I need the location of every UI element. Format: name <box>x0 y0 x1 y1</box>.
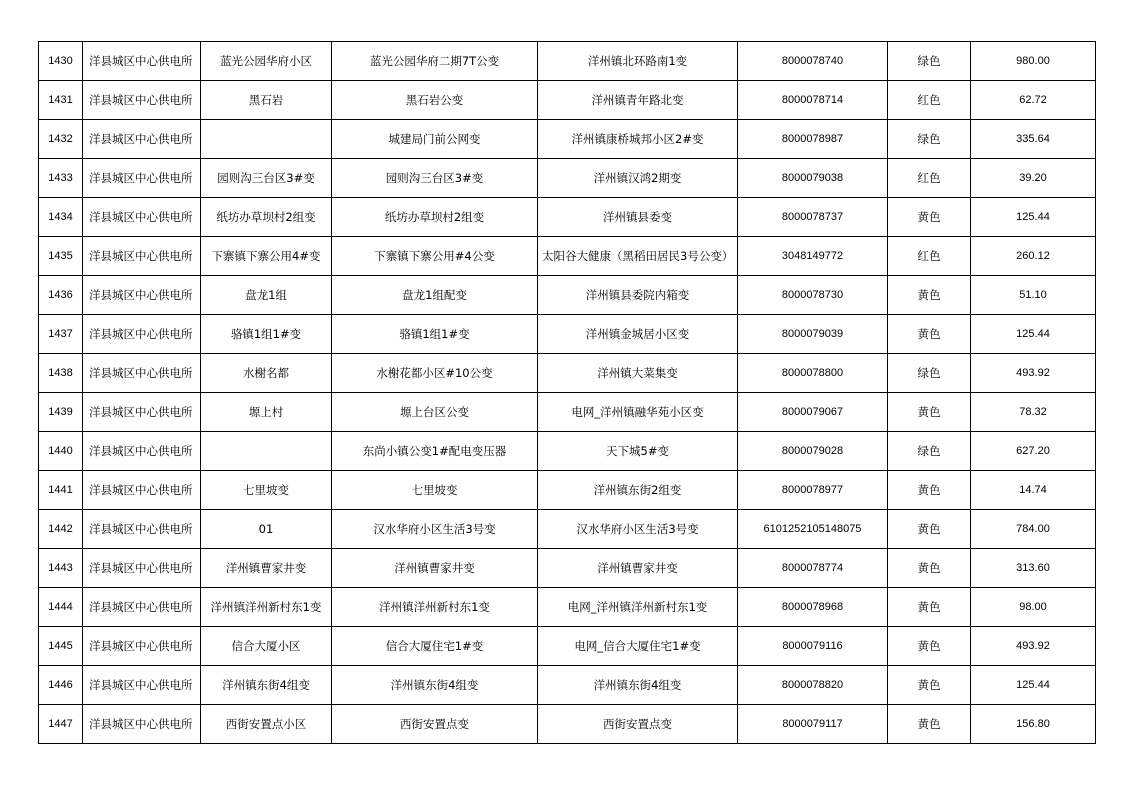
account-number-cell: 8000079038 <box>738 159 888 198</box>
supply-unit-cell: 洋县城区中心供电所 <box>83 198 201 237</box>
line-name-cell: 洋州镇东街2组变 <box>538 471 738 510</box>
table-row <box>39 276 1096 315</box>
transformer-station-cell: 信合大厦住宅1#变 <box>332 627 538 666</box>
account-number-cell: 8000078740 <box>738 42 888 81</box>
transformer-station-cell: 骆镇1组1#变 <box>332 315 538 354</box>
transformer-station-cell: 洋州镇曹家井变 <box>332 549 538 588</box>
transformer-station-cell: 纸坊办草坝村2组变 <box>332 198 538 237</box>
level-cell: 黄色 <box>888 315 971 354</box>
line-name-cell: 洋州镇青年路北变 <box>538 81 738 120</box>
transformer-station-cell: 黑石岩公变 <box>332 81 538 120</box>
row-number-cell: 1442 <box>39 510 83 549</box>
supply-unit-cell: 洋县城区中心供电所 <box>83 276 201 315</box>
row-number-cell: 1438 <box>39 354 83 393</box>
community-cell: 洋州镇曹家井变 <box>201 549 332 588</box>
row-number-cell: 1441 <box>39 471 83 510</box>
supply-unit-cell: 洋县城区中心供电所 <box>83 588 201 627</box>
level-cell: 黄色 <box>888 588 971 627</box>
line-name-cell: 洋州镇康桥城邦小区2#变 <box>538 120 738 159</box>
amount-cell: 156.80 <box>971 705 1096 744</box>
amount-cell: 62.72 <box>971 81 1096 120</box>
data-sheet <box>38 41 1096 744</box>
table-row <box>39 81 1096 120</box>
row-number-cell: 1444 <box>39 588 83 627</box>
community-cell <box>201 432 332 471</box>
table-row <box>39 549 1096 588</box>
transformer-station-cell: 汉水华府小区生活3号变 <box>332 510 538 549</box>
table-row <box>39 471 1096 510</box>
line-name-cell: 洋州镇曹家井变 <box>538 549 738 588</box>
amount-cell: 51.10 <box>971 276 1096 315</box>
supply-unit-cell: 洋县城区中心供电所 <box>83 471 201 510</box>
community-cell <box>201 120 332 159</box>
row-number-cell: 1434 <box>39 198 83 237</box>
table-row <box>39 315 1096 354</box>
level-cell: 黄色 <box>888 510 971 549</box>
row-number-cell: 1437 <box>39 315 83 354</box>
community-cell: 洋州镇洋州新村东1变 <box>201 588 332 627</box>
account-number-cell: 8000078800 <box>738 354 888 393</box>
line-name-cell: 太阳谷大健康（黑稻田居民3号公变） <box>538 237 738 276</box>
level-cell: 黄色 <box>888 471 971 510</box>
transformer-station-cell: 西街安置点变 <box>332 705 538 744</box>
line-name-cell: 电网_洋州镇洋州新村东1变 <box>538 588 738 627</box>
amount-cell: 260.12 <box>971 237 1096 276</box>
row-number-cell: 1445 <box>39 627 83 666</box>
level-cell: 黄色 <box>888 705 971 744</box>
amount-cell: 14.74 <box>971 471 1096 510</box>
amount-cell: 335.64 <box>971 120 1096 159</box>
supply-unit-cell: 洋县城区中心供电所 <box>83 393 201 432</box>
supply-unit-cell: 洋县城区中心供电所 <box>83 666 201 705</box>
line-name-cell: 电网_洋州镇融华苑小区变 <box>538 393 738 432</box>
amount-cell: 39.20 <box>971 159 1096 198</box>
transformer-station-cell: 洋州镇东街4组变 <box>332 666 538 705</box>
amount-cell: 627.20 <box>971 432 1096 471</box>
transformer-station-cell: 蓝光公园华府二期7T公变 <box>332 42 538 81</box>
supply-unit-cell: 洋县城区中心供电所 <box>83 42 201 81</box>
line-name-cell: 洋州镇金城居小区变 <box>538 315 738 354</box>
account-number-cell: 8000079116 <box>738 627 888 666</box>
supply-unit-cell: 洋县城区中心供电所 <box>83 315 201 354</box>
table-row <box>39 354 1096 393</box>
table-row <box>39 705 1096 744</box>
account-number-cell: 8000079028 <box>738 432 888 471</box>
community-cell: 骆镇1组1#变 <box>201 315 332 354</box>
transformer-station-cell: 园则沟三台区3#变 <box>332 159 538 198</box>
account-number-cell: 8000078968 <box>738 588 888 627</box>
level-cell: 红色 <box>888 237 971 276</box>
amount-cell: 78.32 <box>971 393 1096 432</box>
amount-cell: 493.92 <box>971 627 1096 666</box>
table-row <box>39 393 1096 432</box>
table-row <box>39 432 1096 471</box>
line-name-cell: 洋州镇大菜集变 <box>538 354 738 393</box>
supply-unit-cell: 洋县城区中心供电所 <box>83 159 201 198</box>
account-number-cell: 8000078730 <box>738 276 888 315</box>
line-name-cell: 电网_信合大厦住宅1#变 <box>538 627 738 666</box>
table-row <box>39 42 1096 81</box>
transformer-station-cell: 下寨镇下寨公用#4公变 <box>332 237 538 276</box>
supply-unit-cell: 洋县城区中心供电所 <box>83 432 201 471</box>
table-row <box>39 510 1096 549</box>
row-number-cell: 1431 <box>39 81 83 120</box>
community-cell: 盘龙1组 <box>201 276 332 315</box>
amount-cell: 313.60 <box>971 549 1096 588</box>
line-name-cell: 洋州镇北环路南1变 <box>538 42 738 81</box>
transformer-station-cell: 东尚小镇公变1#配电变压器 <box>332 432 538 471</box>
transformer-station-cell: 盘龙1组配变 <box>332 276 538 315</box>
community-cell: 园则沟三台区3#变 <box>201 159 332 198</box>
row-number-cell: 1436 <box>39 276 83 315</box>
community-cell: 塬上村 <box>201 393 332 432</box>
community-cell: 黑石岩 <box>201 81 332 120</box>
account-number-cell: 8000078987 <box>738 120 888 159</box>
community-cell: 洋州镇东街4组变 <box>201 666 332 705</box>
community-cell: 下寨镇下寨公用4#变 <box>201 237 332 276</box>
row-number-cell: 1430 <box>39 42 83 81</box>
amount-cell: 784.00 <box>971 510 1096 549</box>
account-number-cell: 8000078977 <box>738 471 888 510</box>
line-name-cell: 洋州镇东街4组变 <box>538 666 738 705</box>
account-number-cell: 8000079039 <box>738 315 888 354</box>
level-cell: 黄色 <box>888 666 971 705</box>
table-row <box>39 588 1096 627</box>
account-number-cell: 8000078737 <box>738 198 888 237</box>
supply-unit-cell: 洋县城区中心供电所 <box>83 627 201 666</box>
table-row <box>39 159 1096 198</box>
community-cell: 水榭名都 <box>201 354 332 393</box>
supply-unit-cell: 洋县城区中心供电所 <box>83 549 201 588</box>
table-row <box>39 120 1096 159</box>
community-cell: 七里坡变 <box>201 471 332 510</box>
level-cell: 黄色 <box>888 549 971 588</box>
community-cell: 蓝光公园华府小区 <box>201 42 332 81</box>
amount-cell: 980.00 <box>971 42 1096 81</box>
level-cell: 黄色 <box>888 198 971 237</box>
amount-cell: 125.44 <box>971 198 1096 237</box>
amount-cell: 125.44 <box>971 666 1096 705</box>
account-number-cell: 8000079067 <box>738 393 888 432</box>
supply-unit-cell: 洋县城区中心供电所 <box>83 237 201 276</box>
supply-unit-cell: 洋县城区中心供电所 <box>83 81 201 120</box>
amount-cell: 98.00 <box>971 588 1096 627</box>
transformer-station-cell: 城建局门前公网变 <box>332 120 538 159</box>
transformer-station-cell: 水榭花都小区#10公变 <box>332 354 538 393</box>
supply-unit-cell: 洋县城区中心供电所 <box>83 705 201 744</box>
row-number-cell: 1440 <box>39 432 83 471</box>
account-number-cell: 8000078714 <box>738 81 888 120</box>
table-row <box>39 666 1096 705</box>
row-number-cell: 1443 <box>39 549 83 588</box>
row-number-cell: 1447 <box>39 705 83 744</box>
supply-unit-cell: 洋县城区中心供电所 <box>83 354 201 393</box>
level-cell: 黄色 <box>888 627 971 666</box>
row-number-cell: 1435 <box>39 237 83 276</box>
level-cell: 绿色 <box>888 42 971 81</box>
account-number-cell: 8000078820 <box>738 666 888 705</box>
community-cell: 01 <box>201 510 332 549</box>
level-cell: 绿色 <box>888 120 971 159</box>
account-number-cell: 8000078774 <box>738 549 888 588</box>
row-number-cell: 1439 <box>39 393 83 432</box>
row-number-cell: 1432 <box>39 120 83 159</box>
table-body <box>39 42 1096 744</box>
account-number-cell: 3048149772 <box>738 237 888 276</box>
community-cell: 西街安置点小区 <box>201 705 332 744</box>
line-name-cell: 洋州镇汉鸿2期变 <box>538 159 738 198</box>
level-cell: 黄色 <box>888 276 971 315</box>
row-number-cell: 1433 <box>39 159 83 198</box>
data-table <box>38 41 1096 744</box>
level-cell: 绿色 <box>888 432 971 471</box>
line-name-cell: 洋州镇县委院内箱变 <box>538 276 738 315</box>
account-number-cell: 8000079117 <box>738 705 888 744</box>
account-number-cell: 6101252105148075 <box>738 510 888 549</box>
community-cell: 信合大厦小区 <box>201 627 332 666</box>
amount-cell: 493.92 <box>971 354 1096 393</box>
line-name-cell: 西街安置点变 <box>538 705 738 744</box>
line-name-cell: 天下城5#变 <box>538 432 738 471</box>
level-cell: 绿色 <box>888 354 971 393</box>
amount-cell: 125.44 <box>971 315 1096 354</box>
line-name-cell: 洋州镇县委变 <box>538 198 738 237</box>
transformer-station-cell: 洋州镇洋州新村东1变 <box>332 588 538 627</box>
table-row <box>39 627 1096 666</box>
supply-unit-cell: 洋县城区中心供电所 <box>83 120 201 159</box>
transformer-station-cell: 七里坡变 <box>332 471 538 510</box>
table-row <box>39 237 1096 276</box>
line-name-cell: 汉水华府小区生活3号变 <box>538 510 738 549</box>
community-cell: 纸坊办草坝村2组变 <box>201 198 332 237</box>
table-row <box>39 198 1096 237</box>
row-number-cell: 1446 <box>39 666 83 705</box>
supply-unit-cell: 洋县城区中心供电所 <box>83 510 201 549</box>
level-cell: 红色 <box>888 81 971 120</box>
level-cell: 黄色 <box>888 393 971 432</box>
level-cell: 红色 <box>888 159 971 198</box>
transformer-station-cell: 塬上台区公变 <box>332 393 538 432</box>
